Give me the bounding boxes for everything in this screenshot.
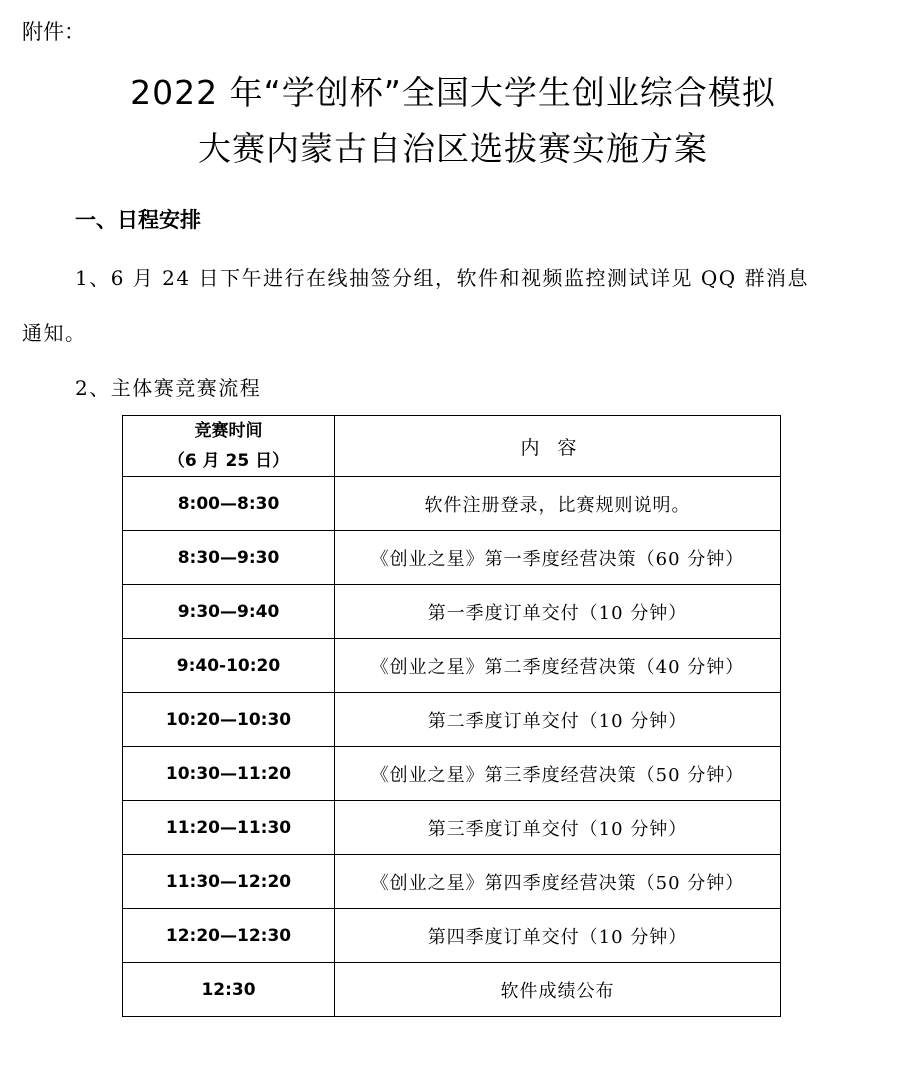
content-cell: 第一季度订单交付（10 分钟） [335,585,781,639]
item-1-text-line-1: 1、6 月 24 日下午进行在线抽签分组，软件和视频监控测试详见 QQ 群消息 [75,266,809,290]
content-cell: 软件注册登录，比赛规则说明。 [335,477,781,531]
item-2-text: 2、主体赛竞赛流程 [75,376,262,400]
time-cell: 12:20—12:30 [123,909,335,963]
competition-schedule-table [122,415,781,1017]
content-cell: 《创业之星》第四季度经营决策（50 分钟） [335,855,781,909]
content-cell: 软件成绩公布 [335,963,781,1017]
content-cell: 《创业之星》第二季度经营决策（40 分钟） [335,639,781,693]
header-time-label: 竞赛时间 [194,421,263,441]
time-cell: 11:20—11:30 [123,801,335,855]
time-cell: 8:30—9:30 [123,531,335,585]
table-row [123,855,781,909]
table-row [123,639,781,693]
time-cell: 10:30—11:20 [123,747,335,801]
time-cell: 9:40-10:20 [123,639,335,693]
table-row [123,909,781,963]
header-time-date: （6 月 25 日） [167,451,290,471]
header-time-cell [123,416,335,477]
content-cell: 第二季度订单交付（10 分钟） [335,693,781,747]
content-cell: 《创业之星》第一季度经营决策（60 分钟） [335,531,781,585]
content-cell: 第四季度订单交付（10 分钟） [335,909,781,963]
table-row [123,747,781,801]
attachment-label: 附件： [22,20,85,44]
table-row [123,477,781,531]
time-cell: 12:30 [123,963,335,1017]
table-header-row [123,416,781,477]
content-cell: 第三季度订单交付（10 分钟） [335,801,781,855]
header-content-label: 内容 [335,416,781,477]
time-cell: 8:00—8:30 [123,477,335,531]
time-cell: 11:30—12:20 [123,855,335,909]
table-row [123,531,781,585]
section-heading-schedule: 一、日程安排 [75,208,201,232]
table-row [123,585,781,639]
content-cell: 《创业之星》第三季度经营决策（50 分钟） [335,747,781,801]
table-row [123,801,781,855]
table-row [123,693,781,747]
item-1-text-line-2: 通知。 [22,321,87,345]
document-title-line-2: 大赛内蒙古自治区选拔赛实施方案 [198,129,708,168]
table-row [123,963,781,1017]
document-title-line-1: 2022 年“学创杯”全国大学生创业综合模拟 [130,73,776,112]
time-cell: 10:20—10:30 [123,693,335,747]
time-cell: 9:30—9:40 [123,585,335,639]
